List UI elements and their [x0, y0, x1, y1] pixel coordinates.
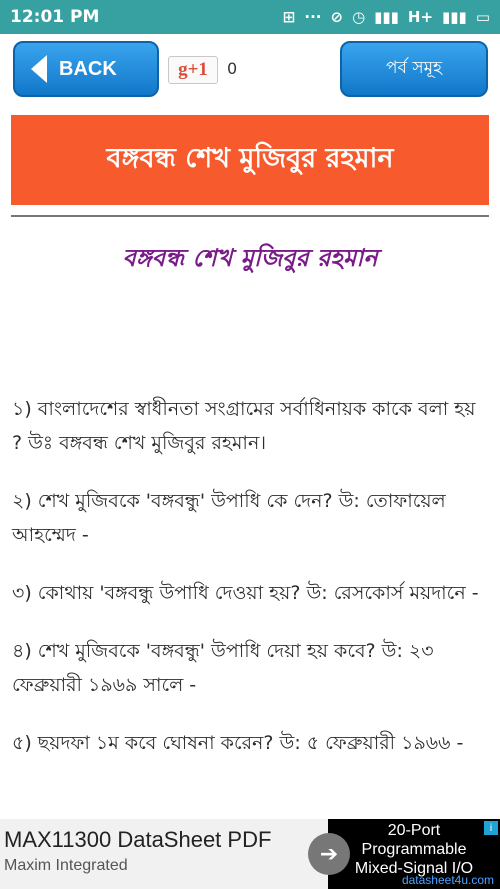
status-icons: [283, 8, 490, 26]
qa-item: ৪) শেখ মুজিবকে 'বঙ্গবন্ধু' উপাধি দেয়া হয় কবে? উ: ২৩ ফেব্রুয়ারী ১৯৬৯ সালে -: [12, 640, 434, 696]
toolbar: [0, 34, 500, 106]
back-button[interactable]: [13, 41, 159, 97]
ad-banner[interactable]: [0, 819, 500, 889]
more-icon: ···: [304, 8, 322, 26]
ad-title[interactable]: MAX11300 DataSheet PDF: [4, 827, 272, 852]
back-arrow-icon: [31, 55, 47, 83]
status-time: 12:01 PM: [10, 7, 100, 27]
episodes-button[interactable]: [340, 41, 488, 97]
alarm-icon: ◷: [352, 8, 366, 26]
ad-info-icon[interactable]: i: [484, 821, 498, 835]
episodes-label: পর্ব সমূহ: [385, 58, 442, 78]
network-type: H+: [407, 8, 434, 26]
ad-image-link[interactable]: datasheet4u.com: [401, 873, 494, 887]
banner-title: বঙ্গবন্ধ শেখ মুজিবুর রহমান: [106, 142, 394, 174]
qa-item: ২) শেখ মুজিবকে 'বঙ্গবন্ধু' উপাধি কে দেন? উ: তোফায়েল আহম্মেদ -: [12, 490, 446, 546]
signal-icon-2: ▮▮▮: [442, 8, 467, 26]
content-subtitle: বঙ্গবন্ধ শেখ মুজিবুর রহমান: [122, 244, 378, 272]
qa-list: [12, 392, 488, 784]
qa-item: ১) বাংলাদেশের স্বাধীনতা সংগ্রামের সর্বাধিনায়ক কাকে বলা হয় ? উঃ বঙ্গবন্ধ শেখ মুজিবুর রহমান।: [12, 398, 476, 454]
status-bar: [0, 0, 500, 34]
title-banner: [11, 115, 489, 205]
qa-item: ৫) ছয়দফা ১ম কবে ঘোষনা করেন? উ: ৫ ফেব্রুয়ারী ১৯৬৬ -: [12, 732, 464, 754]
divider: [11, 215, 489, 217]
mute-icon: ⊘: [330, 8, 344, 26]
gplus-button[interactable]: g+1: [168, 56, 218, 84]
signal-icon: ▮▮▮: [374, 8, 399, 26]
qa-item: ৩) কোথায় 'বঙ্গবন্ধু উপাধি দেওয়া হয়? উ: রেসকোর্স ময়দানে -: [12, 582, 479, 604]
battery-icon: ▭: [475, 8, 490, 26]
back-label: BACK: [59, 57, 117, 80]
ad-advertiser: Maxim Integrated: [4, 857, 128, 874]
ad-image[interactable]: [328, 819, 500, 889]
gplus-count: 0: [227, 59, 238, 78]
ad-image-text: 20-Port Programmable Mixed-Signal I/O: [354, 822, 474, 877]
arrow-right-icon[interactable]: ➔: [308, 833, 350, 875]
notification-icon: ⊞: [282, 8, 296, 26]
